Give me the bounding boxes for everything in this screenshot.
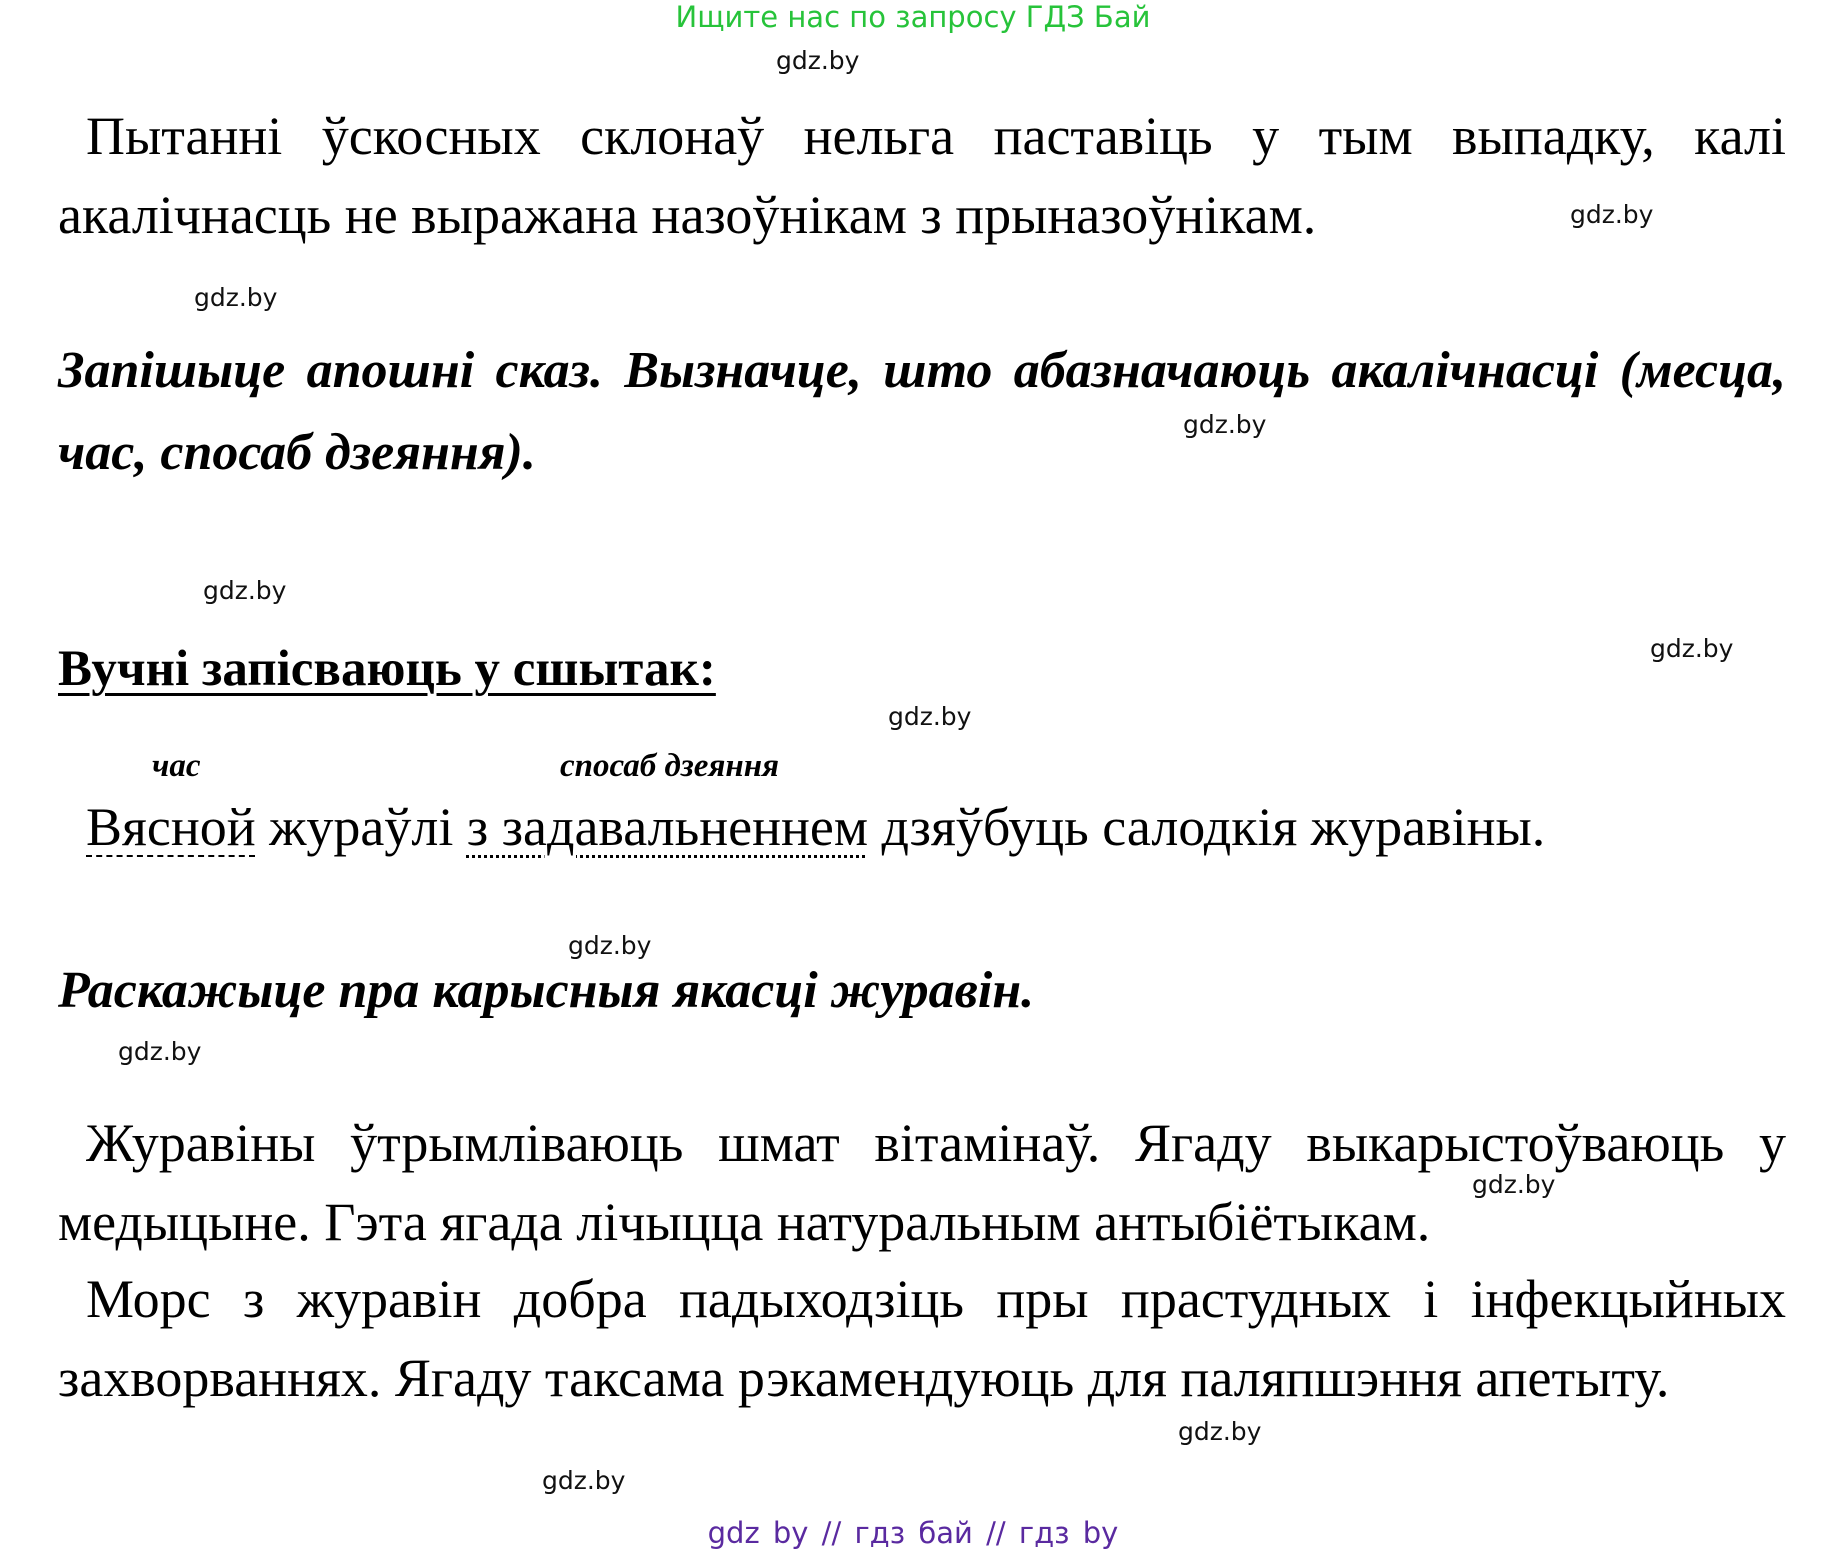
label-manner: спосаб дзеяння [560,748,780,784]
watermark: gdz.by [776,46,860,75]
watermark: gdz.by [568,931,652,960]
paragraph-mors-text: Морс з журавін добра падыходзіць пры прастудных і інфекцыйных захворваннях. Ягаду таксама рэкамендуюць для паляпшэння апетыту. [58,1269,1786,1408]
adverbial-time: Вясной [86,797,256,857]
watermark: gdz.by [203,576,287,605]
watermark: gdz.by [1570,200,1654,229]
watermark: gdz.by [194,283,278,312]
adverbial-manner: з задавальненнем [466,797,869,857]
watermark: gdz.by [1650,634,1734,663]
label-time: час [152,748,201,784]
watermark: gdz.by [542,1466,626,1495]
top-banner: Ищите нас по запросу ГДЗ Бай [675,0,1151,34]
paragraph-mors [58,1260,1786,1418]
paragraph-rule [58,97,1786,255]
paragraph-vitamins-text: Журавіны ўтрымліваюць шмат вітамінаў. Ягаду выкарыстоўваюць у медыцыне. Гэта ягада лічыцца натуральным антыбіётыкам. [58,1113,1786,1252]
task-write-sentence: Запішыце апошні сказ. Вызначце, што абазначаюць акалічнасці (месца, час, спосаб дзеяння). [58,342,1786,481]
footer-links: gdz by // гдз бай // гдз by [707,1516,1119,1550]
sentence-part: жураўлі [255,797,467,857]
paragraph-rule-text: Пытанні ўскосных склонаў нельга паставіць у тым выпадку, калі акалічнасць не выражана назоўнікам з прыназоўнікам. [58,106,1786,245]
watermark: gdz.by [1178,1417,1262,1446]
watermark: gdz.by [1183,410,1267,439]
watermark: gdz.by [118,1037,202,1066]
task-cranberry-benefits: Раскажыце пра карысныя якасці журавін. [58,962,1035,1019]
watermark: gdz.by [888,702,972,731]
sentence-part: дзяўбуць салодкія журавіны. [868,797,1546,857]
notebook-heading: Вучні запісваюць у сшытак: [58,641,716,697]
watermark: gdz.by [1472,1170,1556,1199]
analysed-sentence [86,796,1545,858]
